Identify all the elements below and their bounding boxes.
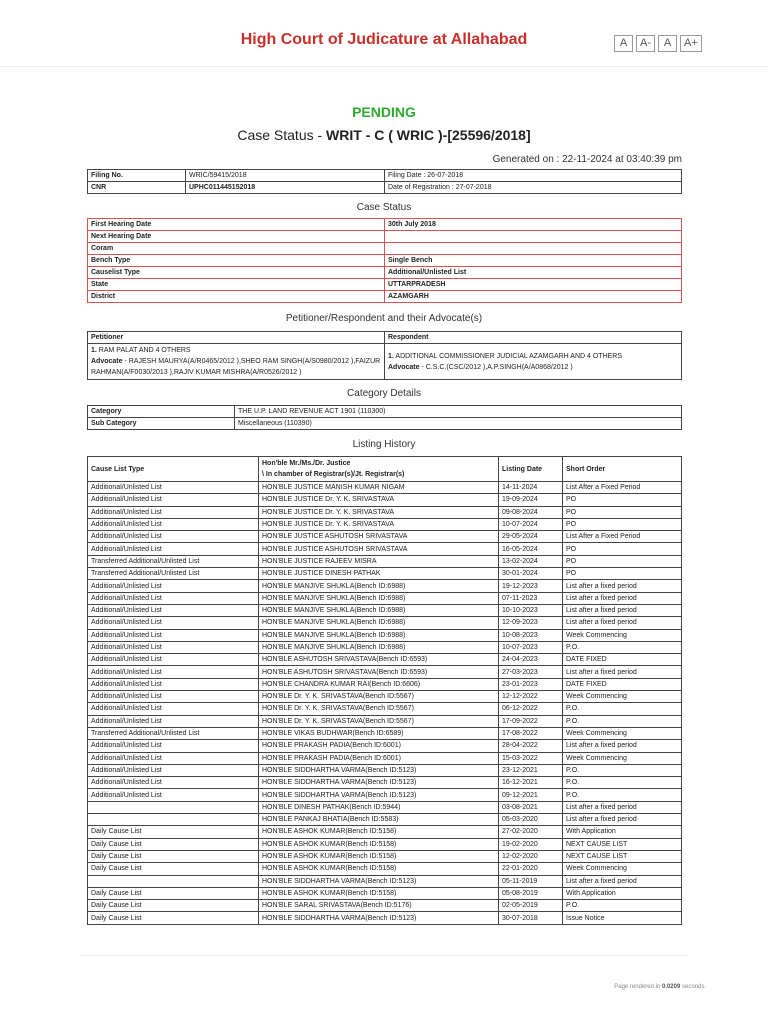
table-row <box>88 231 682 243</box>
judge-cell: HON'BLE SIDDHARTHA VARMA(Bench ID:5123) <box>259 789 499 801</box>
judge-cell: HON'BLE ASHOK KUMAR(Bench ID:5158) <box>259 838 499 850</box>
listing-date-cell: 09-08-2024 <box>499 506 563 518</box>
status-label: First Hearing Date <box>88 219 385 231</box>
cause-list-type-cell <box>88 801 259 813</box>
judge-cell: HON'BLE Dr. Y. K. SRIVASTAVA(Bench ID:5567) <box>259 691 499 703</box>
status-value: AZAMGARH <box>385 291 682 303</box>
table-row <box>88 531 682 543</box>
respondent-name <box>388 351 678 362</box>
cause-list-type-cell: Daily Cause List <box>88 912 259 924</box>
short-order-cell: NEXT CAUSE LIST <box>563 850 682 862</box>
status-value: UTTARPRADESH <box>385 279 682 291</box>
judge-cell: HON'BLE Dr. Y. K. SRIVASTAVA(Bench ID:5567) <box>259 703 499 715</box>
table-row <box>88 243 682 255</box>
judge-cell: HON'BLE JUSTICE ASHUTOSH SRIVASTAVA <box>259 531 499 543</box>
short-order-cell: With Application <box>563 826 682 838</box>
short-order-cell: Issue Notice <box>563 912 682 924</box>
cause-list-type-cell: Daily Cause List <box>88 863 259 875</box>
table-row <box>88 617 682 629</box>
listing-date-cell: 30-01-2024 <box>499 568 563 580</box>
cause-list-type-cell: Additional/Unlisted List <box>88 752 259 764</box>
listing-date-cell: 22-01-2020 <box>499 863 563 875</box>
cause-list-type-cell: Additional/Unlisted List <box>88 629 259 641</box>
listing-date-cell: 19-02-2020 <box>499 838 563 850</box>
status-label: Next Hearing Date <box>88 231 385 243</box>
short-order-cell: PO <box>563 506 682 518</box>
cause-list-type-cell: Additional/Unlisted List <box>88 604 259 616</box>
listing-date-cell: 16-05-2024 <box>499 543 563 555</box>
judge-cell: HON'BLE PRAKASH PADIA(Bench ID:6001) <box>259 740 499 752</box>
table-row <box>88 703 682 715</box>
cause-list-type-cell: Daily Cause List <box>88 850 259 862</box>
case-status-table <box>87 218 682 303</box>
font-default-button[interactable]: A <box>614 35 633 52</box>
table-row <box>88 666 682 678</box>
col-short-order: Short Order <box>563 457 682 482</box>
cause-list-type-cell: Daily Cause List <box>88 887 259 899</box>
short-order-cell: List after a fixed period <box>563 617 682 629</box>
generated-timestamp: Generated on : 22-11-2024 at 03:40:39 pm <box>492 154 682 165</box>
short-order-cell: Week Commencing <box>563 863 682 875</box>
category-heading: Category Details <box>347 388 421 399</box>
short-order-cell: List after a fixed period <box>563 875 682 887</box>
short-order-cell: List After a Fixed Period <box>563 482 682 494</box>
judge-cell: HON'BLE JUSTICE Dr. Y. K. SRIVASTAVA <box>259 506 499 518</box>
table-row <box>88 678 682 690</box>
listing-date-cell: 10-07-2024 <box>499 518 563 530</box>
cause-list-type-cell: Additional/Unlisted List <box>88 592 259 604</box>
cause-list-type-cell <box>88 875 259 887</box>
cnr-value: UPHC011445152018 <box>186 182 385 194</box>
cause-list-type-cell: Additional/Unlisted List <box>88 715 259 727</box>
judge-cell: HON'BLE ASHUTOSH SRIVASTAVA(Bench ID:6593) <box>259 654 499 666</box>
judge-cell: HON'BLE SIDDHARTHA VARMA(Bench ID:5123) <box>259 764 499 776</box>
judge-cell: HON'BLE JUSTICE RAJEEV MISRA <box>259 555 499 567</box>
listing-history-heading: Listing History <box>352 439 416 450</box>
status-value <box>385 243 682 255</box>
cause-list-type-cell: Additional/Unlisted List <box>88 678 259 690</box>
listing-date-cell: 30-07-2018 <box>499 912 563 924</box>
parties-header-row <box>88 332 682 344</box>
short-order-cell: P.O. <box>563 715 682 727</box>
cause-list-type-cell: Transferred Additional/Unlisted List <box>88 555 259 567</box>
table-row <box>88 715 682 727</box>
font-increase-button[interactable]: A+ <box>680 35 702 52</box>
listing-header-row <box>88 457 682 482</box>
judge-cell: HON'BLE SIDDHARTHA VARMA(Bench ID:5123) <box>259 777 499 789</box>
table-row <box>88 912 682 924</box>
table-row <box>88 255 682 267</box>
listing-date-cell: 23-12-2021 <box>499 764 563 776</box>
judge-cell: HON'BLE PRAKASH PADIA(Bench ID:6001) <box>259 752 499 764</box>
cause-list-type-cell: Additional/Unlisted List <box>88 703 259 715</box>
judge-cell: HON'BLE VIKAS BUDHWAR(Bench ID:6589) <box>259 727 499 739</box>
status-label: Causelist Type <box>88 267 385 279</box>
listing-date-cell: 06-12-2022 <box>499 703 563 715</box>
render-time-value: 0.0209 <box>661 984 681 990</box>
short-order-cell: DATE FIXED <box>563 678 682 690</box>
judge-cell: HON'BLE ASHOK KUMAR(Bench ID:5158) <box>259 850 499 862</box>
table-row <box>88 764 682 776</box>
petitioner-name <box>91 345 381 356</box>
judge-cell: HON'BLE MANJIVE SHUKLA(Bench ID:6988) <box>259 617 499 629</box>
listing-date-cell: 12-12-2022 <box>499 691 563 703</box>
listing-date-cell: 09-12-2021 <box>499 789 563 801</box>
cause-list-type-cell: Additional/Unlisted List <box>88 482 259 494</box>
short-order-cell: List after a fixed period <box>563 592 682 604</box>
listing-date-cell: 14-11-2024 <box>499 482 563 494</box>
short-order-cell: PO <box>563 555 682 567</box>
listing-date-cell: 02-05-2019 <box>499 900 563 912</box>
judge-cell: HON'BLE PANKAJ BHATIA(Bench ID:5583) <box>259 814 499 826</box>
listing-date-cell: 27-02-2020 <box>499 826 563 838</box>
judge-cell: HON'BLE MANJIVE SHUKLA(Bench ID:6988) <box>259 580 499 592</box>
table-row <box>88 418 682 430</box>
short-order-cell: PO <box>563 568 682 580</box>
advocate-label: Advocate <box>91 358 123 365</box>
table-row <box>88 568 682 580</box>
judge-cell: HON'BLE MANJIVE SHUKLA(Bench ID:6988) <box>259 604 499 616</box>
registration-date: Date of Registration : 27-07-2018 <box>385 182 682 194</box>
court-title: High Court of Judicature at Allahabad <box>240 31 528 48</box>
table-row <box>88 518 682 530</box>
cause-list-type-cell: Additional/Unlisted List <box>88 531 259 543</box>
parties-row <box>88 344 682 380</box>
category-table <box>87 405 682 430</box>
table-row <box>88 267 682 279</box>
cause-list-type-cell: Additional/Unlisted List <box>88 617 259 629</box>
judge-cell: HON'BLE Dr. Y. K. SRIVASTAVA(Bench ID:5567) <box>259 715 499 727</box>
table-row <box>88 789 682 801</box>
judge-header-line1: Hon'ble Mr./Ms./Dr. Justice <box>262 460 351 467</box>
render-time-suffix: seconds. <box>680 984 706 990</box>
cnr-label: CNR <box>88 182 186 194</box>
short-order-cell: List after a fixed period <box>563 580 682 592</box>
advocate-label: Advocate <box>388 363 420 371</box>
footer-divider <box>80 955 688 956</box>
cause-list-type-cell: Additional/Unlisted List <box>88 654 259 666</box>
table-row <box>88 494 682 506</box>
category-value: Miscellaneous (110390) <box>235 418 682 430</box>
table-row <box>88 592 682 604</box>
page-render-time <box>614 984 706 990</box>
judge-cell: HON'BLE JUSTICE ASHUTOSH SRIVASTAVA <box>259 543 499 555</box>
table-row <box>88 604 682 616</box>
judge-cell: HON'BLE ASHUTOSH SRIVASTAVA(Bench ID:6593) <box>259 666 499 678</box>
page-header <box>0 0 768 67</box>
listing-history-table <box>87 456 682 925</box>
petitioner-number: 1. <box>91 347 97 354</box>
table-row <box>88 555 682 567</box>
table-row <box>88 826 682 838</box>
short-order-cell: PO <box>563 494 682 506</box>
short-order-cell: PO <box>563 543 682 555</box>
judge-cell: HON'BLE ASHOK KUMAR(Bench ID:5158) <box>259 863 499 875</box>
respondent-advocate-text: - C.S.C.(CSC/2012 ),A.P.SINGH(A/A0868/2012 ) <box>419 363 573 371</box>
filing-date: Filing Date : 26-07-2018 <box>385 170 682 182</box>
table-row <box>88 482 682 494</box>
short-order-cell: P.O. <box>563 764 682 776</box>
petitioner-advocates <box>91 356 381 378</box>
font-size-controls <box>614 35 702 52</box>
category-value: THE U.P. LAND REVENUE ACT 1901 (110300) <box>235 406 682 418</box>
listing-date-cell: 28-04-2022 <box>499 740 563 752</box>
short-order-cell: With Application <box>563 887 682 899</box>
cause-list-type-cell: Daily Cause List <box>88 900 259 912</box>
status-label: Coram <box>88 243 385 255</box>
short-order-cell: NEXT CAUSE LIST <box>563 838 682 850</box>
filing-no-value: WRIC/59415/2018 <box>186 170 385 182</box>
short-order-cell: P.O. <box>563 789 682 801</box>
short-order-cell: Week Commencing <box>563 752 682 764</box>
table-row <box>88 752 682 764</box>
listing-date-cell: 10-07-2023 <box>499 641 563 653</box>
case-status-heading: Case Status <box>356 202 412 213</box>
judge-cell: HON'BLE SARAL SRIVASTAVA(Bench ID:5176) <box>259 900 499 912</box>
short-order-cell: List after a fixed period <box>563 604 682 616</box>
table-row <box>88 641 682 653</box>
listing-date-cell: 12-09-2023 <box>499 617 563 629</box>
table-row <box>88 279 682 291</box>
listing-date-cell: 10-10-2023 <box>499 604 563 616</box>
listing-date-cell: 19-09-2024 <box>499 494 563 506</box>
case-title-prefix: Case Status - <box>237 127 327 143</box>
petitioner-text: RAM PALAT AND 4 OTHERS <box>96 347 191 354</box>
cnr-row <box>88 182 682 194</box>
judge-cell: HON'BLE JUSTICE DINESH PATHAK <box>259 568 499 580</box>
listing-body <box>88 482 682 925</box>
listing-date-cell: 27-03-2023 <box>499 666 563 678</box>
render-time-prefix: Page rendered in <box>614 984 662 990</box>
listing-date-cell: 05-03-2020 <box>499 814 563 826</box>
table-row <box>88 543 682 555</box>
status-value: Additional/Unlisted List <box>385 267 682 279</box>
listing-date-cell: 03-08-2021 <box>499 801 563 813</box>
table-row <box>88 291 682 303</box>
cause-list-type-cell: Additional/Unlisted List <box>88 506 259 518</box>
short-order-cell: List after a fixed period <box>563 801 682 813</box>
judge-cell: HON'BLE MANJIVE SHUKLA(Bench ID:6988) <box>259 629 499 641</box>
table-row <box>88 801 682 813</box>
listing-date-cell: 05-11-2019 <box>499 875 563 887</box>
short-order-cell: List After a Fixed Period <box>563 531 682 543</box>
table-row <box>88 838 682 850</box>
cause-list-type-cell: Daily Cause List <box>88 838 259 850</box>
short-order-cell: DATE FIXED <box>563 654 682 666</box>
table-row <box>88 875 682 887</box>
judge-cell: HON'BLE SIDDHARTHA VARMA(Bench ID:5123) <box>259 875 499 887</box>
listing-date-cell: 24-04-2023 <box>499 654 563 666</box>
short-order-cell: Week Commencing <box>563 629 682 641</box>
cause-list-type-cell: Daily Cause List <box>88 826 259 838</box>
table-row <box>88 863 682 875</box>
listing-date-cell: 19-12-2023 <box>499 580 563 592</box>
listing-date-cell: 05-08-2019 <box>499 887 563 899</box>
listing-date-cell: 16-12-2021 <box>499 777 563 789</box>
table-row <box>88 900 682 912</box>
listing-date-cell: 10-08-2023 <box>499 629 563 641</box>
cause-list-type-cell: Transferred Additional/Unlisted List <box>88 727 259 739</box>
table-row <box>88 691 682 703</box>
status-value: Single Bench <box>385 255 682 267</box>
cause-list-type-cell: Additional/Unlisted List <box>88 641 259 653</box>
listing-date-cell: 29-05-2024 <box>499 531 563 543</box>
table-row <box>88 740 682 752</box>
table-row <box>88 629 682 641</box>
judge-header-line2: \ In chamber of Registrar(s)/Jt. Registrar(s) <box>262 471 405 478</box>
col-listing-date: Listing Date <box>499 457 563 482</box>
respondent-advocates <box>388 362 678 373</box>
short-order-cell: List after a fixed period <box>563 666 682 678</box>
petitioner-cell <box>88 344 385 380</box>
judge-cell: HON'BLE ASHOK KUMAR(Bench ID:5158) <box>259 887 499 899</box>
cause-list-type-cell: Additional/Unlisted List <box>88 518 259 530</box>
cause-list-type-cell: Additional/Unlisted List <box>88 580 259 592</box>
respondent-cell <box>385 344 682 380</box>
parties-table <box>87 331 682 380</box>
respondent-number: 1. <box>388 352 394 360</box>
filing-table <box>87 169 682 194</box>
judge-cell: HON'BLE SIDDHARTHA VARMA(Bench ID:5123) <box>259 912 499 924</box>
table-row <box>88 654 682 666</box>
cause-list-type-cell: Additional/Unlisted List <box>88 740 259 752</box>
respondent-text: ADDITIONAL COMMISSIONER JUDICIAL AZAMGARH AND 4 OTHERS <box>393 352 623 360</box>
short-order-cell: P.O. <box>563 641 682 653</box>
listing-date-cell: 17-09-2022 <box>499 715 563 727</box>
short-order-cell: P.O. <box>563 900 682 912</box>
case-number: WRIT - C ( WRIC )-[25596/2018] <box>326 127 531 143</box>
cause-list-type-cell: Additional/Unlisted List <box>88 777 259 789</box>
font-normal-button[interactable]: A <box>658 35 677 52</box>
short-order-cell: Week Commencing <box>563 727 682 739</box>
judge-cell: HON'BLE JUSTICE Dr. Y. K. SRIVASTAVA <box>259 494 499 506</box>
parties-heading: Petitioner/Respondent and their Advocate(s) <box>285 313 483 324</box>
short-order-cell: Week Commencing <box>563 691 682 703</box>
judge-cell: HON'BLE MANJIVE SHUKLA(Bench ID:6988) <box>259 592 499 604</box>
table-row <box>88 406 682 418</box>
status-label: District <box>88 291 385 303</box>
judge-cell: HON'BLE ASHOK KUMAR(Bench ID:5158) <box>259 826 499 838</box>
cause-list-type-cell: Additional/Unlisted List <box>88 666 259 678</box>
status-value: 30th July 2018 <box>385 219 682 231</box>
judge-cell: HON'BLE MANJIVE SHUKLA(Bench ID:6988) <box>259 641 499 653</box>
listing-date-cell: 17-08-2022 <box>499 727 563 739</box>
cause-list-type-cell: Additional/Unlisted List <box>88 764 259 776</box>
short-order-cell: List after a fixed period <box>563 740 682 752</box>
listing-date-cell: 15-03-2022 <box>499 752 563 764</box>
listing-date-cell: 13-02-2024 <box>499 555 563 567</box>
table-row <box>88 850 682 862</box>
judge-cell: HON'BLE JUSTICE Dr. Y. K. SRIVASTAVA <box>259 518 499 530</box>
table-row <box>88 814 682 826</box>
judge-cell: HON'BLE JUSTICE MANISH KUMAR NIGAM <box>259 482 499 494</box>
filing-row <box>88 170 682 182</box>
cause-list-type-cell: Additional/Unlisted List <box>88 691 259 703</box>
col-cause-list-type: Cause List Type <box>88 457 259 482</box>
status-value <box>385 231 682 243</box>
cause-list-type-cell: Transferred Additional/Unlisted List <box>88 568 259 580</box>
case-status-label: PENDING <box>352 104 416 120</box>
listing-date-cell: 23-01-2023 <box>499 678 563 690</box>
table-row <box>88 887 682 899</box>
col-judge <box>259 457 499 482</box>
table-row <box>88 219 682 231</box>
case-title <box>0 127 768 143</box>
table-row <box>88 727 682 739</box>
table-row <box>88 777 682 789</box>
judge-cell: HON'BLE CHANDRA KUMAR RAI(Bench ID:6606) <box>259 678 499 690</box>
status-label: State <box>88 279 385 291</box>
petitioner-header: Petitioner <box>88 332 385 344</box>
cause-list-type-cell <box>88 814 259 826</box>
cause-list-type-cell: Additional/Unlisted List <box>88 789 259 801</box>
listing-date-cell: 12-02-2020 <box>499 850 563 862</box>
short-order-cell: List after a fixed period <box>563 814 682 826</box>
cause-list-type-cell: Additional/Unlisted List <box>88 543 259 555</box>
table-row <box>88 580 682 592</box>
short-order-cell: P.O. <box>563 703 682 715</box>
judge-cell: HON'BLE DINESH PATHAK(Bench ID:5944) <box>259 801 499 813</box>
listing-date-cell: 07-11-2023 <box>499 592 563 604</box>
short-order-cell: PO <box>563 518 682 530</box>
respondent-header: Respondent <box>385 332 682 344</box>
status-label: Bench Type <box>88 255 385 267</box>
category-label: Sub Category <box>88 418 235 430</box>
filing-no-label: Filing No. <box>88 170 186 182</box>
table-row <box>88 506 682 518</box>
petitioner-advocate-text: - RAJESH MAURYA(A/R0465/2012 ),SHEO RAM SINGH(A/S0980/2012 ),FAIZUR RAHMAN(A/F0030/2013 ),RAJIV KUMAR MISHRA(A/R0526/2012 ) <box>91 358 381 376</box>
short-order-cell: P.O. <box>563 777 682 789</box>
font-decrease-button[interactable]: A- <box>636 35 655 52</box>
category-label: Category <box>88 406 235 418</box>
cause-list-type-cell: Additional/Unlisted List <box>88 494 259 506</box>
